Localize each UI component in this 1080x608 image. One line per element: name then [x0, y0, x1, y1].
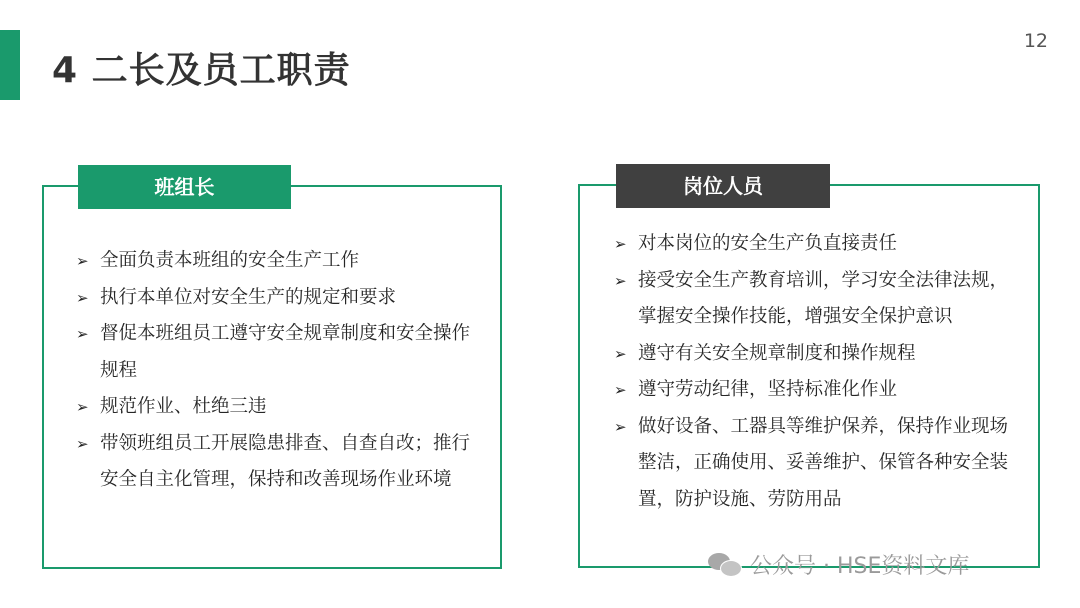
- arrow-bullet-icon: ➢: [76, 398, 89, 416]
- wechat-icon: [706, 549, 744, 579]
- arrow-bullet-icon: ➢: [614, 417, 627, 436]
- list-item-text: 接受安全生产教育培训，学习安全法律法规，掌握安全操作技能，增强安全保护意识: [638, 269, 1009, 327]
- arrow-bullet-icon: ➢: [614, 381, 627, 399]
- watermark-text: 公众号 · HSE资料文库: [750, 553, 970, 579]
- title-accent-bar: [0, 30, 20, 100]
- arrow-bullet-icon: ➢: [614, 271, 627, 290]
- list-item: [614, 263, 1014, 336]
- arrow-bullet-icon: ➢: [76, 252, 89, 270]
- list-item: [614, 409, 1014, 519]
- staff-header: 岗位人员: [616, 164, 830, 208]
- list-item: [76, 243, 476, 280]
- arrow-bullet-icon: ➢: [76, 325, 89, 343]
- page-number: 12: [1023, 30, 1048, 52]
- team-leader-card: [42, 175, 502, 569]
- arrow-bullet-icon: ➢: [614, 235, 627, 253]
- list-item-text: 执行本单位对安全生产的规定和要求: [100, 286, 397, 308]
- list-item-text: 遵守劳动纪律，坚持标准化作业: [638, 379, 898, 400]
- arrow-bullet-icon: ➢: [76, 434, 89, 453]
- slide-title: 4 二长及员工职责: [52, 50, 351, 91]
- team-leader-header: 班组长: [78, 165, 291, 209]
- arrow-bullet-icon: ➢: [614, 344, 627, 363]
- list-item-text: 规范作业、杜绝三违: [100, 396, 267, 417]
- watermark: [706, 549, 969, 579]
- list-item: [614, 226, 1014, 263]
- list-item: [76, 316, 476, 389]
- staff-card: [578, 174, 1040, 568]
- list-item-text: 全面负责本班组的安全生产工作: [100, 250, 360, 271]
- list-item-text: 做好设备、工器具等维护保养，保持作业现场整洁，正确使用、妥善维护、保管各种安全装 置，防护设施、劳防用品: [638, 415, 1009, 510]
- list-item: [76, 280, 476, 317]
- list-item-text: 带领班组员工开展隐患排查、自查自改；推行安全自主化管理，保持和改善现场作业环境: [100, 432, 471, 490]
- list-item-text: 督促本班组员工遵守安全规章制度和安全操作规程: [100, 323, 471, 381]
- staff-duties: [614, 226, 1014, 518]
- list-item-text: 遵守有关安全规章制度和操作规程: [638, 342, 916, 364]
- team-leader-duties: [76, 243, 476, 499]
- list-item: [614, 372, 1014, 409]
- arrow-bullet-icon: ➢: [76, 288, 89, 307]
- list-item: [614, 336, 1014, 373]
- list-item-text: 对本岗位的安全生产负直接责任: [638, 233, 898, 254]
- list-item: [76, 426, 476, 499]
- list-item: [76, 389, 476, 426]
